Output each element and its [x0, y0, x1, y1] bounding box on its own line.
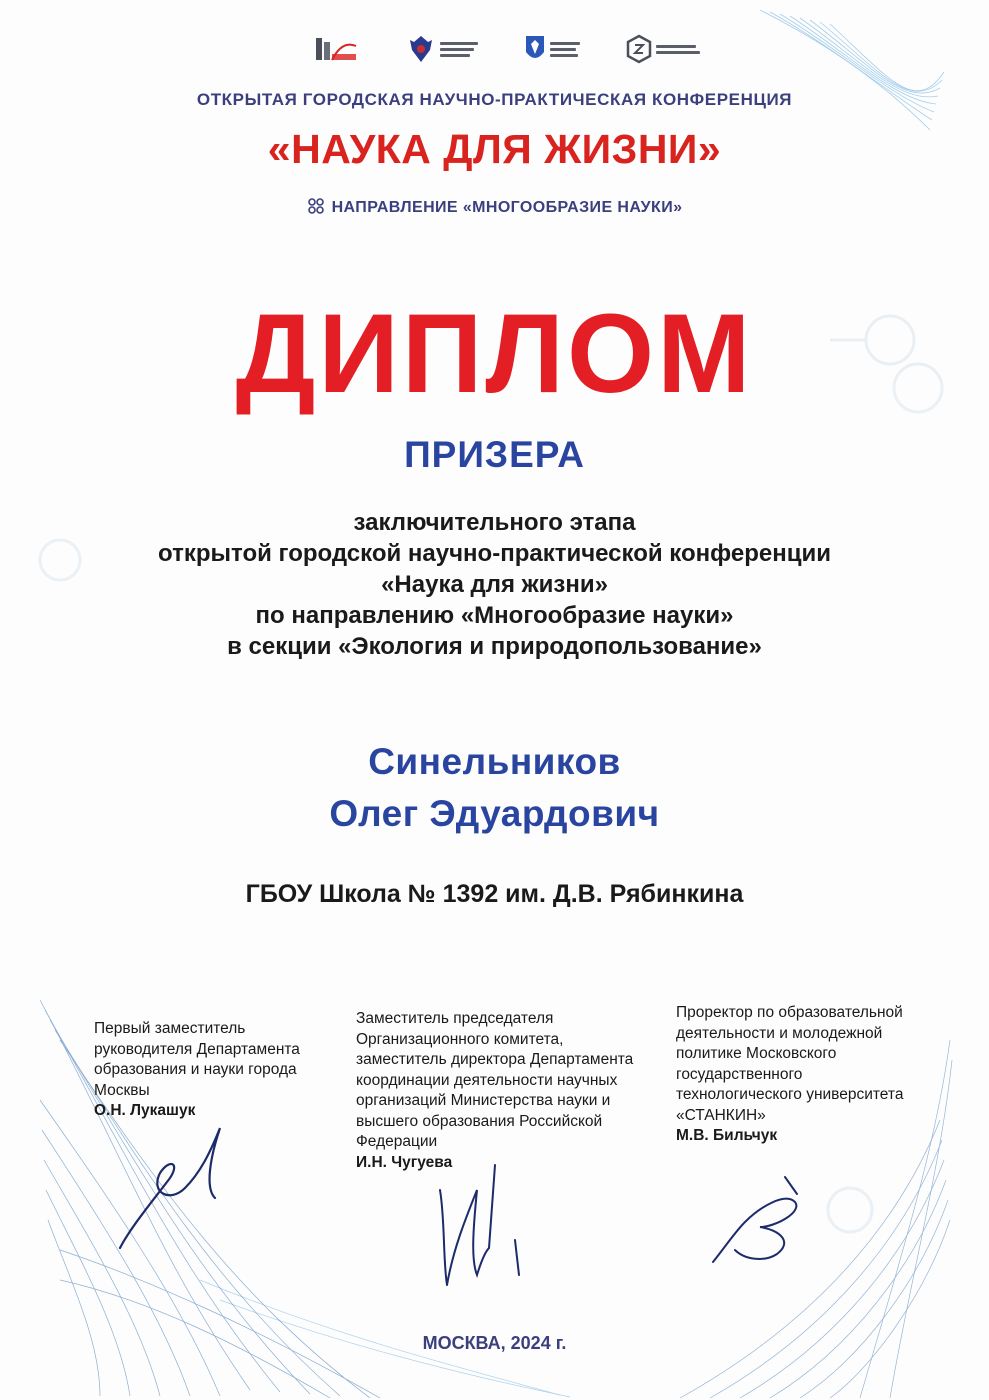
signature-1	[110, 1118, 240, 1258]
place-and-year: МОСКВА, 2024 г.	[422, 1333, 567, 1353]
conference-name: «НАУКА ДЛЯ ЖИЗНИ»	[267, 126, 722, 172]
direction-line	[0, 197, 989, 217]
signatory-position: Первый заместитель руководителя Департамента образования и науки города Москвы	[94, 1020, 300, 1099]
signatory-name: О.Н. Лукашук	[94, 1102, 196, 1119]
recipient-school: ГБОУ Школа № 1392 им. Д.В. Рябинкина	[245, 880, 744, 908]
award-line: в секции «Экология и природопользование»	[227, 633, 762, 660]
award-line: заключительного этапа	[353, 509, 636, 536]
partner-logos	[310, 30, 700, 68]
education-department-logo	[524, 34, 580, 64]
signatory-name: И.Н. Чугуева	[356, 1153, 453, 1171]
signatory-3	[676, 1003, 916, 1147]
conference-type: ОТКРЫТАЯ ГОРОДСКАЯ НАУЧНО-ПРАКТИЧЕСКАЯ КОНФЕРЕНЦИЯ	[196, 90, 793, 109]
diploma-subtitle: ПРИЗЕРА	[404, 434, 585, 475]
signatory-position: Проректор по образовательной деятельности и молодежной политике Московского государственного технологического университета «СТАНКИН»	[676, 1004, 904, 1124]
recipient-name	[0, 736, 989, 840]
signatory-1	[94, 1019, 344, 1122]
award-line: «Наука для жизни»	[381, 571, 608, 598]
direction-text: НАПРАВЛЕНИЕ «МНОГООБРАЗИЕ НАУКИ»	[331, 199, 683, 216]
recipient-given-names: Олег Эдуардович	[329, 793, 660, 834]
signatory-position: Заместитель председателя Организационного комитета, заместитель директора Департамента координации деятельности научных организаций Министерства науки и высшего образования Российской Федерации	[356, 1010, 634, 1150]
organizer-logo	[310, 32, 360, 66]
signatory-2	[356, 1009, 656, 1173]
stankin-logo	[626, 34, 700, 64]
award-line: открытой городской научно-практической конференции	[158, 540, 831, 567]
coat-of-arms-logo	[406, 32, 478, 66]
signatory-name: М.В. Бильчук	[676, 1127, 778, 1144]
award-line: по направлению «Многообразие науки»	[255, 602, 734, 629]
recipient-surname: Синельников	[368, 741, 621, 782]
molecules-icon	[307, 197, 325, 215]
signature-3	[705, 1172, 815, 1272]
award-description	[0, 507, 989, 662]
diploma-title: ДИПЛОМ	[235, 291, 754, 416]
